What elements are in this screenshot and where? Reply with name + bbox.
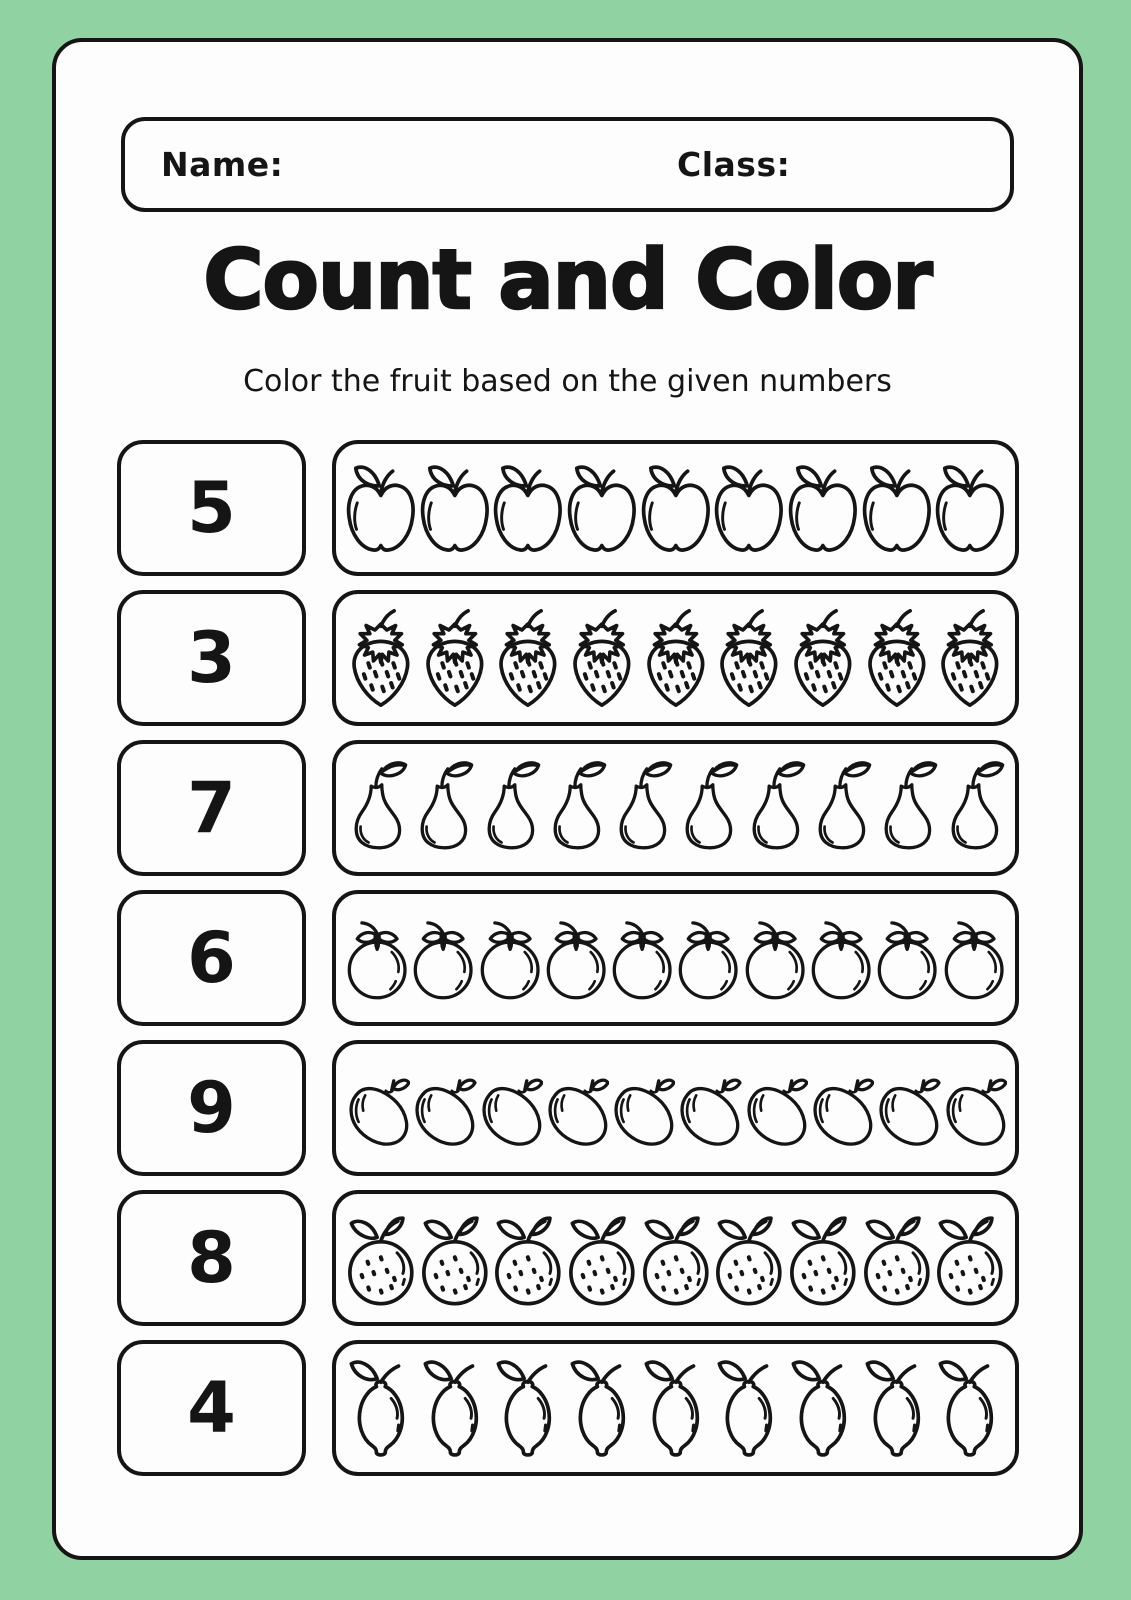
name-class-box: [121, 117, 1014, 212]
lemon-icon[interactable]: [933, 1349, 1007, 1467]
count-number-box: [117, 440, 306, 576]
count-row: [117, 890, 1019, 1026]
strawberry-icon[interactable]: [491, 599, 565, 717]
apple-icon[interactable]: [418, 449, 492, 567]
count-row: [117, 740, 1019, 876]
pear-icon[interactable]: [675, 749, 741, 867]
apple-icon[interactable]: [860, 449, 934, 567]
count-row: [117, 590, 1019, 726]
mango-icon[interactable]: [675, 1049, 741, 1167]
lemon-icon[interactable]: [565, 1349, 639, 1467]
worksheet-page: [52, 38, 1083, 1560]
fruit-box: [332, 740, 1019, 876]
mangosteen-icon[interactable]: [675, 899, 741, 1017]
orange-icon[interactable]: [418, 1199, 492, 1317]
count-number-box: [117, 890, 306, 1026]
pear-icon[interactable]: [543, 749, 609, 867]
count-row: [117, 440, 1019, 576]
apple-icon[interactable]: [933, 449, 1007, 567]
lemon-icon[interactable]: [418, 1349, 492, 1467]
pear-icon[interactable]: [874, 749, 940, 867]
lemon-icon[interactable]: [786, 1349, 860, 1467]
pear-icon[interactable]: [344, 749, 410, 867]
mango-icon[interactable]: [543, 1049, 609, 1167]
mango-icon[interactable]: [742, 1049, 808, 1167]
lemon-icon[interactable]: [344, 1349, 418, 1467]
count-row: [117, 1340, 1019, 1476]
count-number: 9: [187, 1067, 236, 1149]
mangosteen-icon[interactable]: [874, 899, 940, 1017]
count-number-box: [117, 1340, 306, 1476]
strawberry-icon[interactable]: [639, 599, 713, 717]
page-title: Count and Color: [203, 233, 932, 328]
pear-icon[interactable]: [609, 749, 675, 867]
pear-icon[interactable]: [941, 749, 1007, 867]
lemon-icon[interactable]: [491, 1349, 565, 1467]
name-label: Name:: [161, 145, 284, 184]
count-number: 7: [187, 767, 236, 849]
orange-icon[interactable]: [933, 1199, 1007, 1317]
count-number-box: [117, 1040, 306, 1176]
orange-icon[interactable]: [786, 1199, 860, 1317]
mangosteen-icon[interactable]: [941, 899, 1007, 1017]
pear-icon[interactable]: [808, 749, 874, 867]
fruit-box: [332, 1190, 1019, 1326]
count-number: 5: [187, 467, 236, 549]
apple-icon[interactable]: [565, 449, 639, 567]
count-number: 6: [187, 917, 236, 999]
rows: [117, 440, 1019, 1490]
mango-icon[interactable]: [941, 1049, 1007, 1167]
strawberry-icon[interactable]: [712, 599, 786, 717]
mango-icon[interactable]: [410, 1049, 476, 1167]
strawberry-icon[interactable]: [933, 599, 1007, 717]
fruit-box: [332, 590, 1019, 726]
mangosteen-icon[interactable]: [609, 899, 675, 1017]
count-number-box: [117, 740, 306, 876]
orange-icon[interactable]: [491, 1199, 565, 1317]
orange-icon[interactable]: [565, 1199, 639, 1317]
pear-icon[interactable]: [410, 749, 476, 867]
count-row: [117, 1040, 1019, 1176]
lemon-icon[interactable]: [639, 1349, 713, 1467]
count-row: [117, 1190, 1019, 1326]
apple-icon[interactable]: [491, 449, 565, 567]
count-number: 3: [187, 617, 236, 699]
apple-icon[interactable]: [639, 449, 713, 567]
mango-icon[interactable]: [344, 1049, 410, 1167]
apple-icon[interactable]: [786, 449, 860, 567]
apple-icon[interactable]: [344, 449, 418, 567]
strawberry-icon[interactable]: [786, 599, 860, 717]
fruit-box: [332, 890, 1019, 1026]
class-label: Class:: [677, 145, 791, 184]
mango-icon[interactable]: [609, 1049, 675, 1167]
apple-icon[interactable]: [712, 449, 786, 567]
mangosteen-icon[interactable]: [543, 899, 609, 1017]
strawberry-icon[interactable]: [418, 599, 492, 717]
fruit-box: [332, 1040, 1019, 1176]
mango-icon[interactable]: [477, 1049, 543, 1167]
pear-icon[interactable]: [742, 749, 808, 867]
mangosteen-icon[interactable]: [344, 899, 410, 1017]
orange-icon[interactable]: [639, 1199, 713, 1317]
strawberry-icon[interactable]: [860, 599, 934, 717]
mango-icon[interactable]: [808, 1049, 874, 1167]
count-number-box: [117, 590, 306, 726]
orange-icon[interactable]: [712, 1199, 786, 1317]
mangosteen-icon[interactable]: [410, 899, 476, 1017]
mangosteen-icon[interactable]: [808, 899, 874, 1017]
count-number-box: [117, 1190, 306, 1326]
fruit-box: [332, 1340, 1019, 1476]
pear-icon[interactable]: [477, 749, 543, 867]
fruit-box: [332, 440, 1019, 576]
page-subtitle: Color the fruit based on the given numbers: [243, 364, 892, 399]
strawberry-icon[interactable]: [565, 599, 639, 717]
count-number: 8: [187, 1217, 236, 1299]
count-number: 4: [187, 1367, 236, 1449]
mango-icon[interactable]: [874, 1049, 940, 1167]
lemon-icon[interactable]: [860, 1349, 934, 1467]
orange-icon[interactable]: [860, 1199, 934, 1317]
lemon-icon[interactable]: [712, 1349, 786, 1467]
mangosteen-icon[interactable]: [477, 899, 543, 1017]
orange-icon[interactable]: [344, 1199, 418, 1317]
mangosteen-icon[interactable]: [742, 899, 808, 1017]
strawberry-icon[interactable]: [344, 599, 418, 717]
